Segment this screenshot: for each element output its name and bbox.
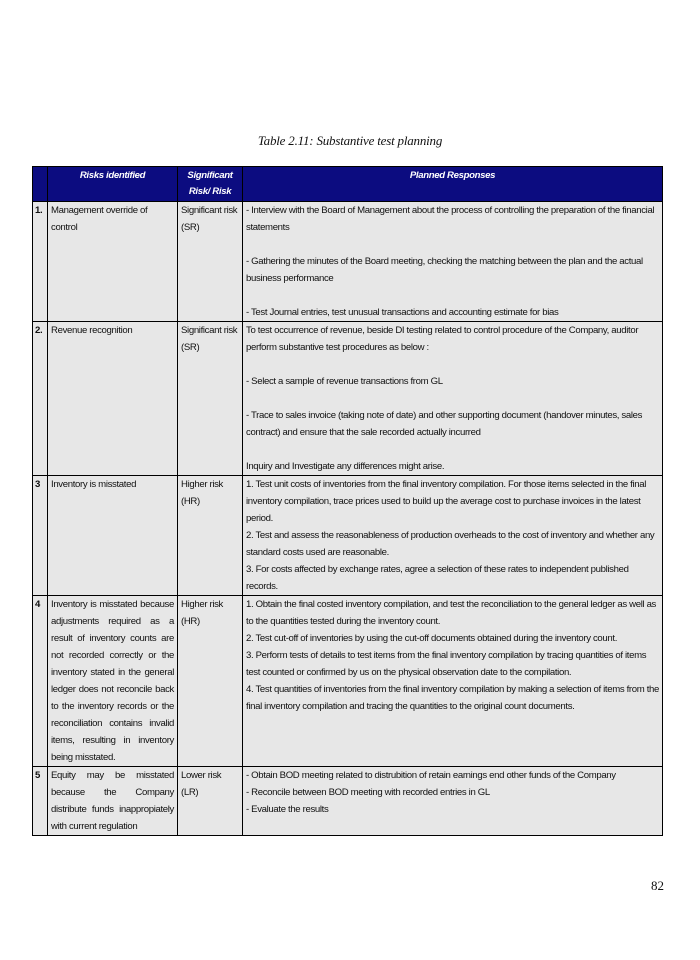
table-row: [33, 767, 663, 836]
table-row: [33, 202, 663, 322]
header-planned-responses: Planned Responses: [243, 167, 663, 202]
response-line: 2. Test and assess the reasonableness of production overheads to the cost of inventory and whether any standard costs used are reasonable.: [246, 530, 655, 558]
response-line: 3. For costs affected by exchange rates, agree a selection of these rates to independent published records.: [246, 564, 629, 592]
row-number: 2.: [33, 322, 48, 476]
significance-cell: Lower risk (LR): [178, 767, 243, 836]
risk-cell: Revenue recognition: [48, 322, 178, 476]
response-line: - Obtain BOD meeting related to distrubition of retain earnings end other funds of the Company: [246, 770, 616, 781]
table-row: [33, 476, 663, 596]
header-risks-identified: Risks identified: [48, 167, 178, 202]
substantive-test-table: [32, 166, 663, 836]
responses-cell: [243, 476, 663, 596]
responses-cell: [243, 202, 663, 322]
row-number: 3: [33, 476, 48, 596]
response-line: 4. Test quantities of inventories from the final inventory compilation by making a selection of items from the final inventory compilation and tracing the quantities to the original count documents.: [246, 684, 659, 712]
response-line: - Evaluate the results: [246, 804, 329, 815]
header-significant-risk: Significant Risk/ Risk: [178, 167, 243, 202]
table-row: [33, 596, 663, 767]
table-header-row: [33, 167, 663, 202]
risk-cell: Management override of control: [48, 202, 178, 322]
risk-cell: Inventory is misstated because adjustments required as a result of inventory counts are not recorded correctly or the inventory stated in the general ledger does not reconcile back to the inventory records or the reconciliation contains invalid items, resulting in inventory being misstated.: [48, 596, 178, 767]
response-line: 1. Test unit costs of inventories from the final inventory compilation. For those items selected in the final inventory compilation, trace prices used to build up the average cost to purchase invoices in the latest period.: [246, 479, 647, 524]
response-line: 2. Test cut-off of inventories by using the cut-off documents obtained during the inventory count.: [246, 633, 618, 644]
responses-cell: [243, 596, 663, 767]
response-line: - Trace to sales invoice (taking note of date) and other supporting document (handover minutes, sales contract) and ensure that the sale recorded actually incurred: [246, 410, 643, 438]
row-number: 1.: [33, 202, 48, 322]
response-line: - Select a sample of revenue transactions from GL: [246, 376, 443, 387]
responses-cell: [243, 767, 663, 836]
table-row: [33, 322, 663, 476]
significance-cell: Higher risk (HR): [178, 596, 243, 767]
significance-cell: Higher risk (HR): [178, 476, 243, 596]
responses-cell: [243, 322, 663, 476]
response-line: - Interview with the Board of Management about the process of controlling the preparation of the financial statements: [246, 205, 655, 233]
response-line: Inquiry and Investigate any differences might arise.: [246, 461, 445, 472]
response-line: 1. Obtain the final costed inventory compilation, and test the reconciliation to the general ledger as well as to the quantities tested during the inventory count.: [246, 599, 657, 627]
row-number: 4: [33, 596, 48, 767]
response-line: - Gathering the minutes of the Board meeting, checking the matching between the plan and the actual business performance: [246, 256, 643, 284]
risk-cell: Equity may be misstated because the Company distribute funds inappropiately with current regulation: [48, 767, 178, 836]
response-line: - Test Journal entries, test unusual transactions and accounting estimate for bias: [246, 307, 559, 318]
response-line: - Reconcile between BOD meeting with recorded entries in GL: [246, 787, 490, 798]
response-line: To test occurrence of revenue, beside DI testing related to control procedure of the Company, auditor perform substantive test procedures as below :: [246, 325, 639, 353]
page-number: 82: [651, 878, 664, 893]
significance-cell: Significant risk (SR): [178, 202, 243, 322]
significance-cell: Significant risk (SR): [178, 322, 243, 476]
response-line: 3. Perform tests of details to test items from the final inventory compilation by tracing quantities of items test counted or confirmed by us on the physical observation date to the compilation.: [246, 650, 647, 678]
risk-cell: Inventory is misstated: [48, 476, 178, 596]
row-number: 5: [33, 767, 48, 836]
header-no: [33, 167, 48, 202]
table-caption: Table 2.11: Substantive test planning: [257, 133, 443, 148]
